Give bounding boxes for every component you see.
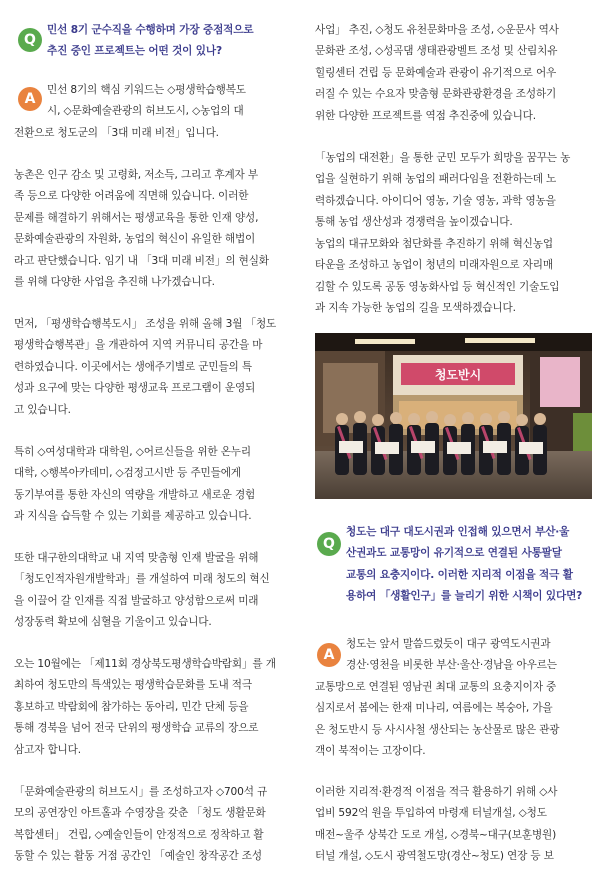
paragraph-line: 이러한 지리적·환경적 이점을 적극 활용하기 위해 ◇사 <box>315 786 558 798</box>
question-line: 교통의 요충지이다. 이러한 지리적 이점을 적극 활 <box>346 569 573 581</box>
paragraph-line: 을 이끌어 갈 인재를 직접 발굴하고 양성함으로써 미래 <box>14 595 259 607</box>
answer-line: 심지로서 봄에는 한재 미나리, 여름에는 복숭아, 가을 <box>315 702 553 714</box>
paragraph-line: 통해 경북을 넘어 전국 단위의 평생학습 교류의 장으로 <box>14 722 259 734</box>
answer-line: 민선 8기의 핵심 키워드는 ◇평생학습행복도 <box>47 84 246 96</box>
question-badge: Q <box>18 28 42 52</box>
answer-line: 경산·영천을 비롯한 부산·울산·경남을 아우르는 <box>346 659 557 671</box>
paragraph-line: 삼고자 합니다. <box>14 744 81 756</box>
paragraph-line: 과 지식을 습득할 수 있는 기회를 제공하고 있습니다. <box>14 510 252 522</box>
paragraph-line: 「문화예술관광의 허브도시」를 조성하고자 ◇700석 규 <box>14 786 268 798</box>
paragraph-line: 복합센터」 건립, ◇예술인들이 안정적으로 정착하고 활 <box>14 829 264 841</box>
answer-line: 시, ◇문화예술관광의 허브도시, ◇농업의 대 <box>47 105 244 117</box>
paragraph-line: 족 등으로 다양한 어려움에 직면해 있습니다. 이러한 <box>14 190 249 202</box>
paragraph-line: 모의 공연장인 아트홀과 수영장을 갖춘 「청도 생활문화 <box>14 807 266 819</box>
paragraph-line: 러질 수 있는 수요자 맞춤형 문화관광환경을 조성하기 <box>315 88 557 100</box>
paragraph-line: 동기부여를 통한 자신의 역량을 개발하고 새로운 경험 <box>14 489 256 501</box>
paragraph-line: 련하였습니다. 이곳에서는 생애주기별로 군민들의 특 <box>14 361 252 373</box>
paragraph-line: 업비 592억 원을 투입하여 마령재 터널개설, ◇청도 <box>315 807 547 819</box>
paragraph-line: 매전~울주 상북간 도로 개설, ◇경북~대구(보훈병원) <box>315 829 557 841</box>
paragraph-line: 또한 대구한의대학교 내 지역 맞춤형 인재 발굴을 위해 <box>14 552 259 564</box>
answer-badge: A <box>317 643 341 667</box>
paragraph-line: 「청도인적자원개발학과」를 개설하여 미래 청도의 혁신 <box>14 573 270 585</box>
paragraph-line: 라고 판단했습니다. 임기 내 「3대 미래 비전」의 현실화 <box>14 255 269 267</box>
event-photo <box>315 333 592 499</box>
paragraph-line: 문제를 해결하기 위해서는 평생교육을 통한 인재 양성, <box>14 212 259 224</box>
paragraph-line: 대학, ◇행복아카데미, ◇검정고시반 등 주민들에게 <box>14 467 241 479</box>
paragraph-line: 위한 다양한 프로젝트를 역점 추진중에 있습니다. <box>315 110 536 122</box>
answer-line: 청도는 앞서 말씀드렸듯이 대구 광역도시권과 <box>346 638 551 650</box>
answer-line: 교통망으로 연결된 영남권 최대 교통의 요충지이자 중 <box>315 681 557 693</box>
paragraph-line: 오는 10월에는 「제11회 경상북도평생학습박람회」를 개 <box>14 658 276 670</box>
answer-line: 객이 북적이는 고장이다. <box>315 745 426 757</box>
paragraph-line: 성과 요구에 맞는 다양한 평생교육 프로그램이 운영되 <box>14 382 256 394</box>
paragraph-line: 업을 실현하기 위해 농업의 패러다임을 전환하는데 노 <box>315 173 557 185</box>
paragraph-line: 통해 농업 생산성과 경쟁력을 높이겠습니다. <box>315 216 513 228</box>
paragraph-line: 타운을 조성하고 농업이 청년의 미래자원으로 자리매 <box>315 259 553 271</box>
question-line: 산권과도 교통망이 유기적으로 연결된 사통팔달 <box>346 547 562 559</box>
paragraph-line: 농업의 대규모화와 첨단화를 추진하기 위해 혁신농업 <box>315 238 553 250</box>
photo-banner-text: 청도반시 <box>434 368 482 382</box>
paragraph-line: 문화예술관광의 자원화, 농업의 혁신이 유일한 해법이 <box>14 233 256 245</box>
paragraph-line: 문화관 조성, ◇성곡댐 생태관광벨트 조성 및 산림치유 <box>315 45 558 57</box>
paragraph-line: 홍보하고 박람회에 참가하는 동아리, 민간 단체 등을 <box>14 701 249 713</box>
answer-line: 전환으로 청도군의 「3대 미래 비전」입니다. <box>14 127 219 139</box>
question-line: 민선 8기 군수직을 수행하며 가장 중점적으로 <box>47 24 254 36</box>
paragraph-line: 력하겠습니다. 아이디어 영농, 기술 영농, 과학 영농을 <box>315 195 556 207</box>
paragraph-line: 성장동력 확보에 심혈을 기울이고 있습니다. <box>14 616 212 628</box>
paragraph-line: 최하여 청도만의 특색있는 평생학습문화를 도내 적극 <box>14 679 252 691</box>
paragraph-line: 힐링센터 건립 등 문화예술과 관광이 유기적으로 어우 <box>315 67 557 79</box>
answer-badge: A <box>18 87 42 111</box>
paragraph-line: 터널 개설, ◇도시 광역철도망(경산~청도) 연장 등 보 <box>315 850 554 862</box>
paragraph-line: 「농업의 대전환」을 통한 군민 모두가 희망을 꿈꾸는 농 <box>315 152 571 164</box>
paragraph-line: 먼저, 「평생학습행복도시」 조성을 위해 올해 3월 「청도 <box>14 318 277 330</box>
paragraph-line: 특히 ◇여성대학과 대학원, ◇어르신들을 위한 온누리 <box>14 446 251 458</box>
question-line: 추진 중인 프로젝트는 어떤 것이 있나? <box>47 45 222 57</box>
event-photo-illustration <box>315 333 592 499</box>
paragraph-line: 고 있습니다. <box>14 404 71 416</box>
paragraph-line: 동할 수 있는 활동 거점 공간인 「예술인 창작공간 조성 <box>14 850 262 862</box>
question-badge: Q <box>317 532 341 556</box>
paragraph-line: 과 지속 가능한 농업의 길을 모색하겠습니다. <box>315 302 516 314</box>
left-column <box>14 0 296 885</box>
paragraph-line: 평생학습행복관」을 개관하여 지역 커뮤니티 공간을 마 <box>14 339 263 351</box>
paragraph-line: 사업」 추진, ◇청도 유천문화마을 조성, ◇운문사 역사 <box>315 24 559 36</box>
paragraph-line: 김할 수 있도록 공동 영농화사업 등 혁신적인 기술도입 <box>315 281 560 293</box>
question-line: 청도는 대구 대도시권과 인접해 있으면서 부산·울 <box>346 526 570 538</box>
paragraph-line: 를 위해 다양한 사업을 추진해 나가겠습니다. <box>14 276 215 288</box>
answer-line: 은 청도반시 등 사시사철 생산되는 농산물로 많은 관광 <box>315 724 560 736</box>
paragraph-line: 농촌은 인구 감소 및 고령화, 저소득, 그리고 후계자 부 <box>14 169 258 181</box>
question-line: 용하여 「생활인구」를 늘리기 위한 시책이 있다면? <box>346 590 583 602</box>
right-column <box>315 0 592 885</box>
